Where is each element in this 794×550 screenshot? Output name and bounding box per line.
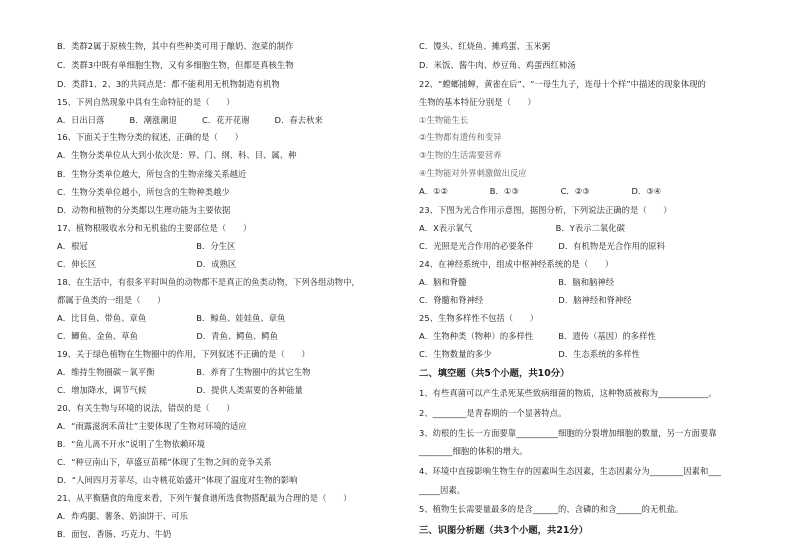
option-d-q20: D．“人间四月芳菲尽，山寺桃花始盛开”体现了温度对生物的影响 xyxy=(57,475,298,485)
option-a-q16: A．生物分类单位从大到小依次是：界、门、纲、科、目、属、种 xyxy=(57,150,297,160)
options-ab-q18: A．比目鱼、带鱼、章鱼 B．鲸鱼、娃娃鱼、章鱼 xyxy=(57,313,286,323)
section-heading-fill-in: 二、填空题（共5个小题，共10分） xyxy=(419,368,570,379)
options-cd-q18: C．鲫鱼、金鱼、草鱼 D．青鱼、鳄鱼、鳄鱼 xyxy=(57,331,278,341)
option-a-q21: A．炸鸡腿、薯条、奶油饼干、可乐 xyxy=(57,511,188,521)
statement-2: ②生物都有遗传和变异 xyxy=(419,132,502,142)
options-cd-q23: C．光照是光合作用的必要条件 D．有机物是光合作用的原料 xyxy=(419,241,665,251)
options-cd-q24: C．脊髓和脊神经 D．脑神经和脊神经 xyxy=(419,295,632,305)
statement-4: ④生物能对外界刺激做出反应 xyxy=(419,168,527,178)
options-ab-q25: A．生物种类（物种）的多样性 B．遗传（基因）的多样性 xyxy=(419,331,656,341)
fill-question-1: 1、有些真菌可以产生杀死某些致病细菌的物质，这种物质被称为____________。 xyxy=(419,388,717,398)
fill-question-2: 2、________是青春期的一个显著特点。 xyxy=(419,408,567,418)
option-c-q14: C．类群3中既有单细胞生物，又有多细胞生物，但都是真核生物 xyxy=(57,60,294,70)
option-b-q16: B．生物分类单位越大，所包含的生物亲缘关系越近 xyxy=(57,169,247,179)
question-18-cont: 都属于鱼类的一组是（ ） xyxy=(57,295,166,305)
option-a-q20: A．“雨露滋润禾苗壮”主要体现了生物对环境的适应 xyxy=(57,421,247,431)
options-cd-q17: C．伸长区 D．成熟区 xyxy=(57,259,237,269)
fill-question-3: 3、幼根的生长一方面要靠__________细胞的分裂增加细胞的数量，另一方面要靠 xyxy=(419,428,717,438)
question-17: 17、植物根吸收水分和无机盐的主要部位是（ ） xyxy=(57,223,252,233)
question-22-cont: 生物的基本特征分别是（ ） xyxy=(419,97,536,107)
fill-question-3-cont: ________细胞的体积的增大。 xyxy=(419,446,528,456)
options-ab-q19: A．维持生物圈碳－氧平衡 B．养育了生物圈中的其它生物 xyxy=(57,367,311,377)
question-19: 19、关于绿色植物在生物圈中的作用，下列叙述不正确的是（ ） xyxy=(57,349,310,359)
option-b-q20: B．“鱼儿离不开水”说明了生物依赖环境 xyxy=(57,439,205,449)
option-c-q20: C．“种豆南山下，草盛豆苗稀”体现了生物之间的竞争关系 xyxy=(57,457,272,467)
option-c-q21: C．馒头、红烧鱼、摊鸡蛋、玉米粥 xyxy=(419,41,551,51)
statement-1: ①生物能生长 xyxy=(419,115,469,125)
fill-question-4-cont: _____因素。 xyxy=(419,485,466,495)
question-24: 24、在神经系统中，组成中枢神经系统的是（ ） xyxy=(419,259,614,269)
option-b-q14: B．类群2属于原核生物，其中有些种类可用于酿奶、泡菜的制作 xyxy=(57,41,294,51)
question-22: 22、“螳螂捕蝉，黄雀在后”、“一母生九子，连母十个样”中描述的现象体现的 xyxy=(419,79,706,89)
question-23: 23、下图为光合作用示意图，据图分析，下列说法正确的是（ ） xyxy=(419,205,672,215)
option-b-q21: B．面包、香肠、巧克力、牛奶 xyxy=(57,529,172,539)
fill-question-4: 4、环境中直接影响生物生存的因素叫生态因素，生态因素分为________因素和___ xyxy=(419,466,721,476)
option-c-q16: C．生物分类单位越小，所包含的生物种类越少 xyxy=(57,187,230,197)
statement-3: ③生物的生活需要营养 xyxy=(419,150,502,160)
options-cd-q19: C．增加降水，调节气候 D．提供人类需要的各种能量 xyxy=(57,385,303,395)
question-18: 18、在生活中，有很多平时叫鱼的动物都不是真正的鱼类动物，下列各组动物中， xyxy=(57,277,360,287)
option-d-q16: D．动物和植物的分类都以生理功能为主要依据 xyxy=(57,205,231,215)
options-q15: A．日出日落 B．潮涨潮退 C．花开花谢 D．春去秋来 xyxy=(57,115,323,125)
options-ab-q23: A．X表示氧气 B．Y表示二氧化碳 xyxy=(419,223,625,233)
fill-question-5: 5、植物生长需要量最多的是含______的、含磷的和含______的无机盐。 xyxy=(419,504,684,514)
question-16: 16、下面关于生物分类的叙述，正确的是（ ） xyxy=(57,132,243,142)
question-20: 20、有关生物与环境的说法，错误的是（ ） xyxy=(57,403,235,413)
options-ab-q24: A．脑和脊髓 B．脑和脑神经 xyxy=(419,277,615,287)
options-cd-q25: C．生物数量的多少 D．生态系统的多样性 xyxy=(419,349,640,359)
question-15: 15、下列自然现象中具有生命特征的是（ ） xyxy=(57,97,235,107)
options-ab-q17: A．根冠 B．分生区 xyxy=(57,241,236,251)
section-heading-diagram: 三、识图分析题（共3个小题，共21分） xyxy=(419,525,589,536)
question-21: 21、从平衡膳食的角度来看，下列午餐食谱所选食物搭配最为合理的是（ ） xyxy=(57,493,352,503)
options-q22: A．①② B．①③ C．②③ D．③④ xyxy=(419,186,662,196)
question-25: 25、生物多样性不包括（ ） xyxy=(419,313,539,323)
option-d-q21: D．米饭、酱牛肉、炒豆角、鸡蛋西红柿汤 xyxy=(419,60,576,70)
option-d-q14: D．类群1、2、3的共同点是：都不能利用无机物制造有机物 xyxy=(57,79,280,89)
